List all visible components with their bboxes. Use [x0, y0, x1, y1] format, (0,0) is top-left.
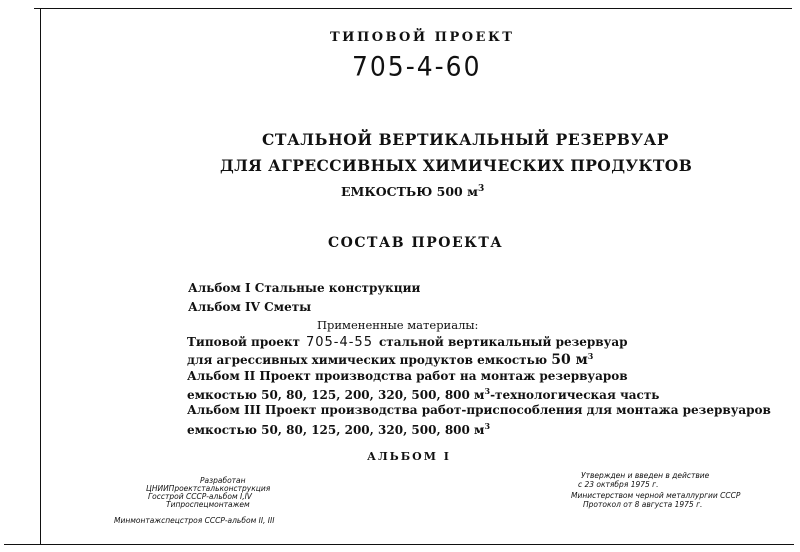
reference-2-value: 50 м: [551, 352, 588, 368]
frame-left-border: [40, 8, 41, 544]
developer-line-1: ЦНИИПроектстальконструкция: [146, 484, 271, 493]
reference-project-code: 705-4-55: [305, 335, 373, 350]
approval-line-4: Протокол от 8 августа 1975 г.: [583, 500, 703, 509]
title-line-3: [341, 184, 484, 199]
developers-heading: Разработан: [200, 476, 246, 485]
reference-4-suffix: -технологическая часть: [490, 388, 660, 402]
frame-top-border: [34, 8, 792, 9]
developer-line-2: Госстрой СССР-альбом I,IV: [148, 492, 252, 501]
reference-line-5: Альбом III Проект производства работ-приспособления для монтажа резервуаров: [187, 403, 771, 417]
composition-heading: СОСТАВ ПРОЕКТА: [328, 235, 504, 251]
album-label: АЛЬБОМ I: [367, 450, 451, 463]
reference-2-text: для агрессивных химических продуктов емкостью: [187, 353, 548, 367]
reference-6-exponent: 3: [484, 421, 491, 431]
frame-bottom-border: [4, 544, 794, 545]
title-line-1: СТАЛЬНОЙ ВЕРТИКАЛЬНЫЙ РЕЗЕРВУАР: [262, 130, 670, 149]
reference-line-4: [187, 386, 659, 402]
approval-line-1: Утвержден и введен в действие: [581, 471, 710, 480]
approval-line-3: Министерством черной металлургии СССР: [571, 491, 741, 500]
reference-6-text: емкостью 50, 80, 125, 200, 320, 500, 800 м: [187, 423, 485, 437]
developer-line-3: Типроспецмонтажем: [166, 500, 250, 509]
reference-1-prefix: Типовой проект: [187, 335, 300, 349]
reference-line-3: Альбом II Проект производства работ на монтаж резервуаров: [187, 369, 628, 383]
reference-4-text: емкостью 50, 80, 125, 200, 320, 500, 800 м: [187, 388, 485, 402]
approval-line-2: с 23 октября 1975 г.: [578, 480, 659, 489]
project-number: 705-4-60: [352, 51, 482, 82]
developer-line-4: Минмонтажспецстроя СССР-альбом II, III: [114, 516, 275, 525]
capacity-text: ЕМКОСТЬЮ 500 м: [341, 184, 478, 200]
album-1-line: Альбом I Стальные конструкции: [188, 281, 421, 295]
used-materials-heading: Примененные материалы:: [317, 318, 479, 332]
title-line-2: ДЛЯ АГРЕССИВНЫХ ХИМИЧЕСКИХ ПРОДУКТОВ: [220, 156, 693, 175]
reference-line-2: [187, 351, 593, 368]
reference-line-1: [187, 335, 628, 350]
reference-line-6: [187, 421, 490, 437]
album-4-line: Альбом IV Сметы: [188, 300, 312, 314]
reference-4-exponent: 3: [484, 386, 491, 396]
capacity-unit-exponent: 3: [477, 184, 485, 194]
reference-2-exponent: 3: [587, 351, 594, 361]
frame-corner-mark: [34, 8, 44, 9]
reference-1-suffix: стальной вертикальный резервуар: [378, 335, 628, 349]
project-series-label: ТИПОВОЙ ПРОЕКТ: [330, 30, 515, 45]
